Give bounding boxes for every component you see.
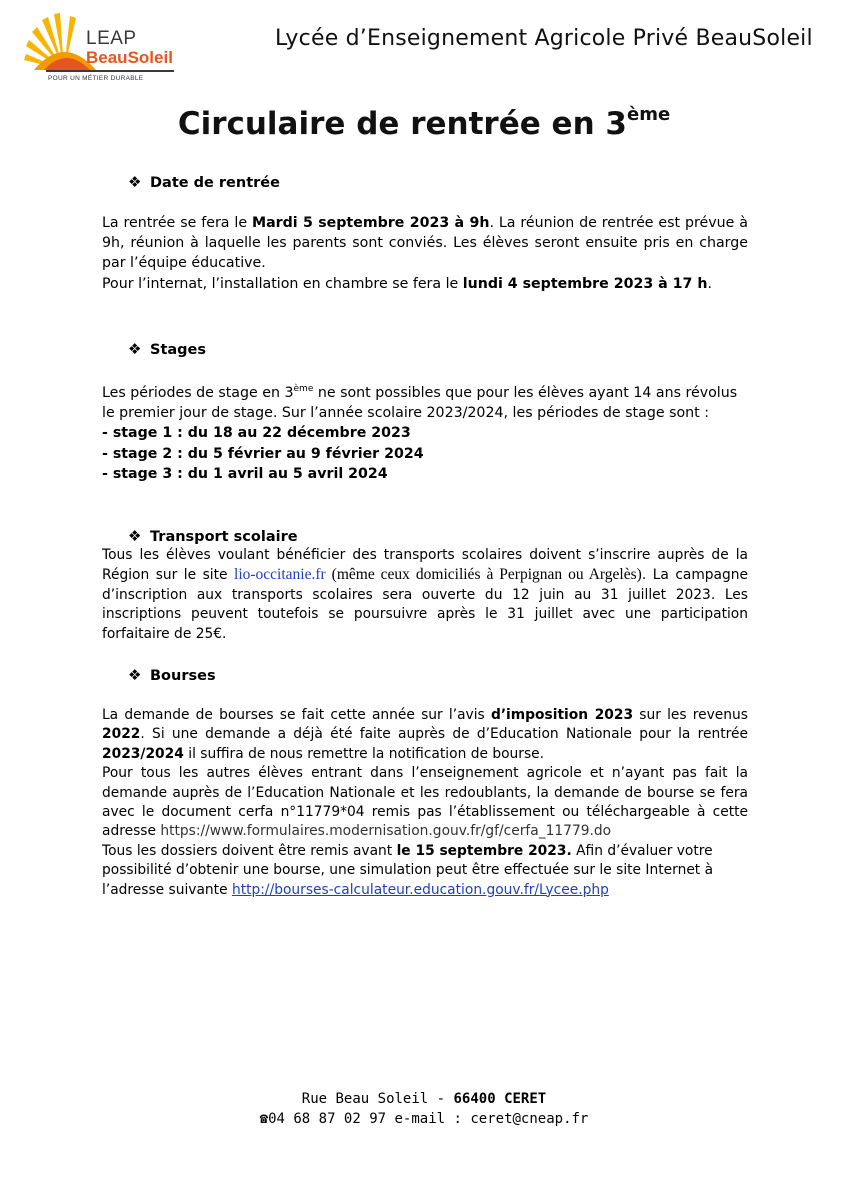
stage-item-text: - stage 2 : du 5 février au 9 février 2024 bbox=[102, 445, 424, 462]
section-date-body bbox=[102, 213, 748, 294]
text-run: . La campagne d’inscription aux transports scolaires sera ouverte du 12 juin au 31 juillet 2023. Les inscriptions peuvent toutefois se poursuivre après le 31 juillet avec une participation forfaitaire de 25€. bbox=[102, 567, 749, 642]
date-paragraph-1 bbox=[102, 213, 748, 274]
stages-paragraph bbox=[102, 379, 748, 423]
diamond-bullet-icon: ❖ bbox=[128, 666, 142, 684]
bold-text: d’imposition 2023 bbox=[490, 707, 634, 723]
logo-beausoleil-text: BeauSoleil bbox=[86, 48, 173, 67]
text-run: La rentrée se fera le bbox=[102, 215, 252, 231]
page-footer bbox=[0, 1091, 848, 1131]
bold-date: lundi 4 septembre 2023 à 17 h bbox=[462, 275, 708, 292]
section-heading-transport bbox=[128, 527, 298, 545]
diamond-bullet-icon: ❖ bbox=[128, 527, 142, 545]
text-run: (même ceux domiciliés à Perpignan ou Argelès) bbox=[325, 566, 642, 584]
section-transport-body bbox=[102, 546, 748, 644]
text-run: Les périodes de stage en 3 bbox=[102, 385, 294, 401]
date-paragraph-2 bbox=[102, 274, 748, 294]
text-run: ne sont possibles que pour les élèves ayant 14 ans révolus le premier jour de stage. Sur l’année scolaire 2023/2024, les périodes de stage sont : bbox=[102, 385, 738, 422]
bold-date: Mardi 5 septembre 2023 à 9h bbox=[251, 215, 490, 231]
school-name: Lycée d’Enseignement Agricole Privé BeauSoleil bbox=[275, 26, 813, 51]
bourses-calculateur-link[interactable]: http://bourses-calculateur.education.gouv.fr/Lycee.php bbox=[231, 881, 609, 898]
address-postcode: 66400 CERET bbox=[453, 1091, 547, 1107]
footer-address bbox=[0, 1091, 848, 1107]
text-run: Tous les élèves voulant bénéficier des transports scolaires doivent s’inscrire auprès de la Région sur le site bbox=[102, 547, 748, 584]
text-run: . La réunion de rentrée est prévue à 9h, réunion à laquelle les parents sont conviés. Les élèves seront ensuite pris en charge par l’équipe éducative. bbox=[102, 215, 748, 272]
leap-beausoleil-logo bbox=[24, 12, 184, 90]
bold-text: le 15 septembre 2023. bbox=[396, 842, 572, 859]
bourses-paragraph-2 bbox=[102, 764, 748, 842]
bold-text: 2023/2024 bbox=[102, 745, 184, 762]
logo-divider bbox=[46, 70, 174, 72]
phone-icon: ☎ bbox=[259, 1111, 269, 1127]
logo-leap-text: LEAP bbox=[86, 28, 137, 49]
bourses-paragraph-1 bbox=[102, 706, 748, 764]
contact-text: 04 68 87 02 97 e-mail : ceret@cneap.fr bbox=[268, 1111, 589, 1127]
footer-contact bbox=[0, 1111, 848, 1127]
text-run: sur les revenus bbox=[633, 707, 748, 723]
section-heading-date-label: Date de rentrée bbox=[150, 175, 280, 191]
title-superscript: ème bbox=[627, 104, 671, 125]
text-run: il suffira de nous remettre la notification de bourse. bbox=[183, 745, 545, 762]
bold-text: 2022 bbox=[102, 726, 141, 743]
title-text: Circulaire de rentrée en 3 bbox=[177, 106, 627, 142]
text-run: . Si une demande a déjà été faite auprès de d’Education Nationale pour la rentrée bbox=[140, 726, 748, 743]
bourses-paragraph-3 bbox=[102, 842, 748, 900]
stage-item-text: - stage 3 : du 1 avril au 5 avril 2024 bbox=[102, 465, 388, 482]
section-heading-transport-label: Transport scolaire bbox=[150, 529, 298, 545]
text-run: La demande de bourses se fait cette année sur l’avis bbox=[102, 707, 491, 723]
stage-item-text: - stage 1 : du 18 au 22 décembre 2023 bbox=[102, 425, 411, 442]
section-heading-bourses-label: Bourses bbox=[150, 668, 216, 684]
lio-occitanie-link[interactable]: lio-occitanie.fr bbox=[234, 566, 326, 584]
page-title bbox=[0, 104, 848, 142]
stage-item-3 bbox=[102, 464, 748, 484]
text-run: Pour l’internat, l’installation en chambre se fera le bbox=[102, 275, 463, 292]
section-heading-stages bbox=[128, 340, 206, 358]
section-heading-date bbox=[128, 173, 280, 191]
section-heading-bourses bbox=[128, 666, 216, 684]
text-run: Tous les dossiers doivent être remis avant bbox=[102, 842, 397, 859]
diamond-bullet-icon: ❖ bbox=[128, 173, 142, 191]
transport-paragraph bbox=[102, 546, 748, 644]
section-stages-body bbox=[102, 379, 748, 484]
address-text: Rue Beau Soleil - bbox=[301, 1091, 454, 1107]
stage-item-1 bbox=[102, 423, 748, 443]
text-run: Afin d’évaluer votre possibilité d’obtenir une bourse, une simulation peut être effectuée sur le site Internet à l’adresse suivante bbox=[102, 842, 714, 898]
superscript: ème bbox=[293, 384, 314, 394]
section-bourses-body bbox=[102, 706, 748, 900]
logo-tagline: POUR UN MÉTIER DURABLE bbox=[48, 75, 144, 82]
diamond-bullet-icon: ❖ bbox=[128, 340, 142, 358]
cerfa-url[interactable]: https://www.formulaires.modernisation.gouv.fr/gf/cerfa_11779.do bbox=[160, 823, 612, 840]
section-heading-stages-label: Stages bbox=[150, 342, 207, 358]
text-run: . bbox=[707, 275, 712, 292]
text-run: Pour tous les autres élèves entrant dans l’enseignement agricole et n’ayant pas fait la demande auprès de l’Education Nationale et les redoublants, la demande de bourse se fera avec le document cerfa n°11779*04 remis pas l’établissement ou téléchargeable à cette adresse bbox=[102, 765, 748, 840]
stage-item-2 bbox=[102, 444, 748, 464]
